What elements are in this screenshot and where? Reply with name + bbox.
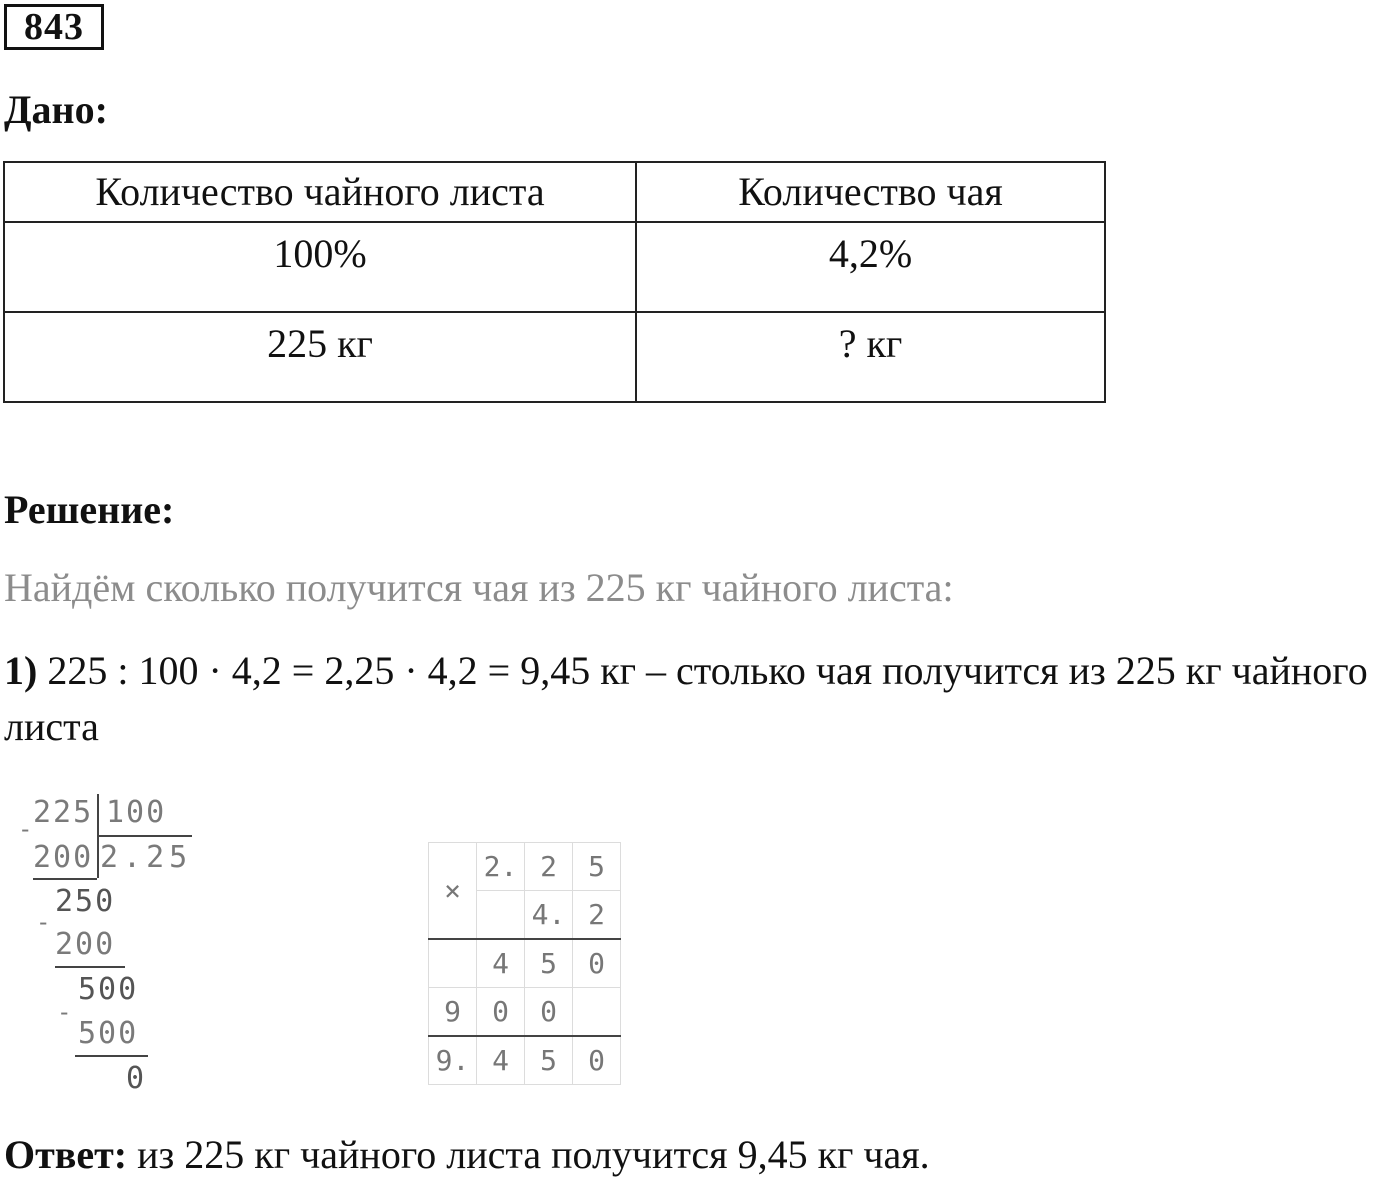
division-underline — [75, 1055, 148, 1057]
grid-cell: 0 — [477, 988, 525, 1037]
solution-step-1 — [4, 643, 1400, 755]
table-cell: 225 кг — [4, 312, 636, 402]
step-text: 225 : 100 · 4,2 = 2,25 · 4,2 = 9,45 кг – столько чая получится из 225 кг чайного листа — [4, 648, 1368, 749]
grid-cell — [573, 988, 621, 1037]
table-row — [4, 222, 1105, 312]
grid-cell: 9 — [429, 988, 477, 1037]
multiply-sign: × — [429, 843, 477, 940]
solution-heading: Решение: — [4, 487, 175, 532]
grid-cell: 4 — [477, 1036, 525, 1085]
division-underline — [55, 966, 125, 968]
subtrahend-3: 500 — [78, 1016, 139, 1051]
grid-cell — [429, 939, 477, 988]
final-remainder: 0 — [126, 1061, 147, 1096]
grid-cell — [477, 891, 525, 940]
grid-cell: 2 — [525, 843, 573, 891]
intro-text: Найдём сколько получится чая из 225 кг чайного листа: — [4, 565, 954, 610]
dividend: 225 — [33, 795, 94, 830]
grid-cell: 0 — [573, 939, 621, 988]
grid-row — [429, 988, 621, 1037]
table-header-row — [4, 162, 1105, 222]
table-cell: 100% — [4, 222, 636, 312]
answer-label: Ответ: — [4, 1132, 128, 1177]
quotient: 2.25 — [100, 840, 193, 875]
minus-sign: - — [36, 908, 53, 936]
step-number: 1) — [4, 648, 38, 693]
grid-cell: 0 — [525, 988, 573, 1037]
table-cell: 4,2% — [636, 222, 1105, 312]
grid-cell: 2 — [573, 891, 621, 940]
multiplication-grid — [428, 842, 621, 1085]
table-cell: ? кг — [636, 312, 1105, 402]
header-tea: Количество чая — [636, 162, 1105, 222]
grid-cell: 5 — [525, 1036, 573, 1085]
subtrahend-1: 200 — [33, 840, 94, 875]
task-number: 843 — [4, 4, 104, 50]
remainder-1: 250 — [55, 884, 116, 919]
grid-cell: 4 — [477, 939, 525, 988]
minus-sign: - — [57, 998, 74, 1026]
answer-text: из 225 кг чайного листа получится 9,45 кг чая. — [127, 1132, 930, 1177]
given-table — [3, 161, 1106, 403]
subtrahend-2: 200 — [55, 927, 116, 962]
divisor-underline — [97, 835, 192, 837]
grid-cell: 0 — [573, 1036, 621, 1085]
division-underline — [33, 878, 97, 880]
divisor: 100 — [106, 795, 167, 830]
grid-cell: 4. — [525, 891, 573, 940]
grid-cell: 5 — [573, 843, 621, 891]
grid-cell: 9. — [429, 1036, 477, 1085]
grid-row — [429, 939, 621, 988]
grid-row — [429, 843, 621, 891]
header-tea-leaf: Количество чайного листа — [4, 162, 636, 222]
answer — [4, 1130, 930, 1180]
grid-cell: 5 — [525, 939, 573, 988]
given-heading: Дано: — [4, 87, 108, 132]
grid-row — [429, 1036, 621, 1085]
grid-cell: 2. — [477, 843, 525, 891]
table-row — [4, 312, 1105, 402]
remainder-2: 500 — [78, 972, 139, 1007]
minus-sign: - — [18, 815, 35, 843]
